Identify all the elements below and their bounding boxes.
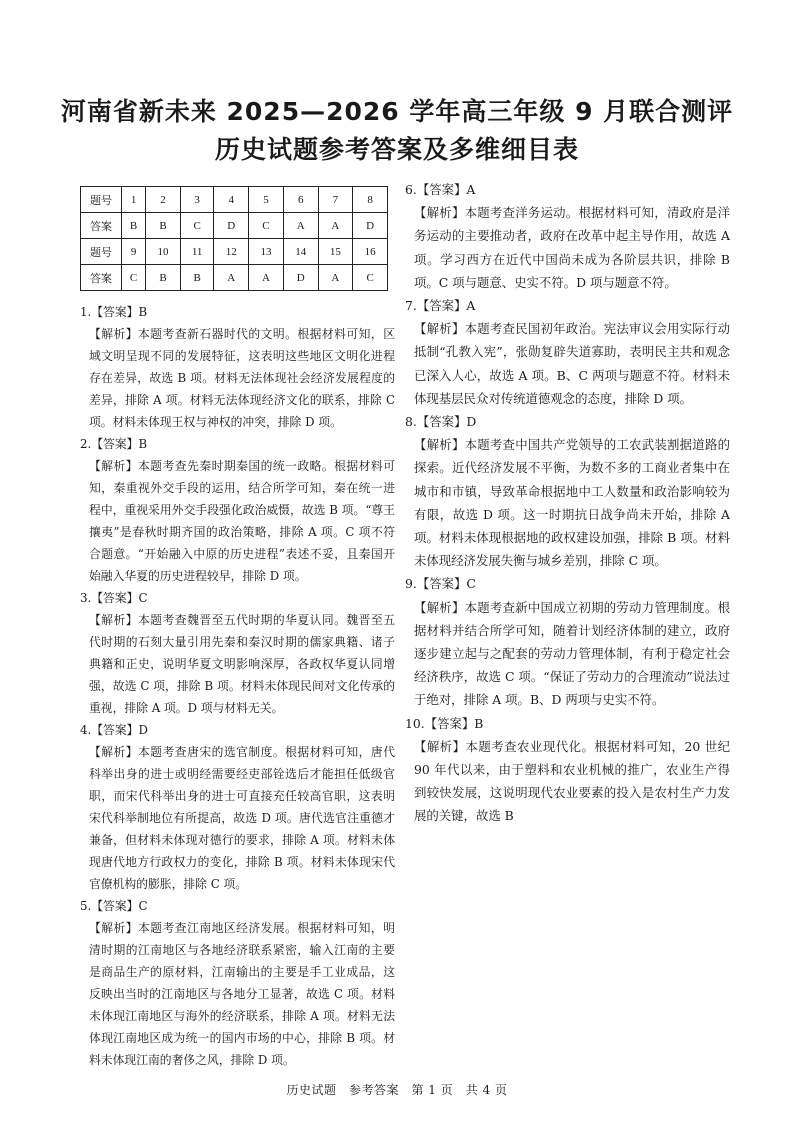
explanation: 【解析】本题考查新中国成立初期的劳动力管理制度。根据材料并结合所学可知，随着计划经济体制的建立，政府逐步建立起与之配套的劳动力管理体制，有利于稳定社会经济秩序，故选 C 项。“保证了劳动力的合理流动”说法过于绝对，排除 A 项。B、D 两项与史实不符。 [414, 599, 730, 708]
page-footer: 历史试题 参考答案 第 1 页 共 4 页 [286, 1083, 508, 1097]
explanation: 【解析】本题考查民国初年政治。宪法审议会用实际行动抵制“孔教入宪”，张勋复辟失道寡助，表明民主共和观念已深入人心，故选 A 项。B、C 两项与题意不符。材料未体现基层民众对传统道德观念的态度，排除 D 项。 [414, 321, 730, 406]
table-cell: 5 [249, 187, 284, 213]
table-cell: 10 [146, 239, 181, 265]
table-cell: 15 [318, 239, 353, 265]
table-cell: D [353, 213, 388, 239]
table-cell: A [318, 265, 353, 291]
table-cell: A [214, 265, 249, 291]
answer-key: 8.【答案】D [405, 414, 477, 430]
answer-key: 5.【答案】C [80, 899, 148, 913]
table-cell: B [122, 213, 146, 239]
table-cell: 2 [146, 187, 181, 213]
table-cell: C [180, 213, 214, 239]
table-cell: 3 [180, 187, 214, 213]
table-cell: B [146, 213, 181, 239]
table-row [81, 187, 388, 213]
explanation: 【解析】本题考查中国共产党领导的工农武装割据道路的探索。近代经济发展不平衡，为数不多的工商业者集中在城市和市镇，导致革命根据地中工人数量和政治影响较为有限，故选 D 项。这一时期抗日战争尚未开始，排除 A 项。材料未体现根据地的政权建设加强，排除 B 项。材料未体现经济发展失衡与城乡差别，排除 C 项。 [414, 437, 730, 569]
explanation: 【解析】本题考查先秦时期秦国的统一政略。根据材料可知，秦重视外交手段的运用，结合所学可知，秦在统一进程中，重视采用外交手段强化政治威慑，故选 B 项。“尊王攘夷”是春秋时期齐国的政治策略，排除 A 项。C 项不符合题意。“开始融入中原的历史进程”表述不妥，且秦国开始融入华夏的历史进程较早，排除 D 项。 [89, 459, 395, 583]
explanation: 【解析】本题考查江南地区经济发展。根据材料可知，明清时期的江南地区与各地经济联系紧密，输入江南的主要是商品生产的原材料，江南输出的主要是手工业成品，这反映出当时的江南地区与各地分工显著，故选 C 项。材料未体现江南地区与海外的经济联系，排除 A 项。材料无法体现江南地区成为统一的国内市场的中心，排除 B 项。材料未体现江南的奢侈之风，排除 D 项。 [89, 921, 395, 1067]
table-cell: A [283, 213, 318, 239]
row-header: 题号 [81, 239, 122, 265]
row-header: 答案 [81, 265, 122, 291]
table-cell: 12 [214, 239, 249, 265]
table-row [81, 239, 388, 265]
answer-key: 3.【答案】C [80, 591, 148, 605]
table-cell: B [146, 265, 181, 291]
table-cell: B [180, 265, 214, 291]
answer-key: 1.【答案】B [80, 305, 148, 319]
table-cell: 8 [353, 187, 388, 213]
document-subtitle: 历史试题参考答案及多维细目表 [214, 135, 579, 164]
table-cell: C [353, 265, 388, 291]
table-cell: D [214, 213, 249, 239]
explanation: 【解析】本题考查农业现代化。根据材料可知，20 世纪 90 年代以来，由于塑料和农业机械的推广，农业生产得到较快发展，这说明现代农业要素的投入是农村生产力发展的关键，故选 B [414, 738, 730, 824]
row-header: 答案 [81, 213, 122, 239]
left-column [80, 301, 395, 1071]
table-cell: 9 [122, 239, 146, 265]
answer-key: 2.【答案】B [80, 437, 148, 451]
table-cell: A [249, 265, 284, 291]
explanation: 【解析】本题考查洋务运动。根据材料可知，清政府是洋务运动的主要推动者，政府在改革中起主导作用，故选 A 项。学习西方在近代中国尚未成为各阶层共识，排除 B 项。C 项与题意、史实不符。D 项与题意不符。 [414, 205, 730, 290]
table-cell: 1 [122, 187, 146, 213]
table-cell: 14 [283, 239, 318, 265]
answer-table [80, 186, 388, 291]
row-header: 题号 [81, 187, 122, 213]
table-cell: 16 [353, 239, 388, 265]
table-cell: A [318, 213, 353, 239]
answer-key: 10.【答案】B [405, 715, 484, 731]
table-cell: C [249, 213, 284, 239]
table-cell: 4 [214, 187, 249, 213]
table-cell: C [122, 265, 146, 291]
document-title: 河南省新未来 2025—2026 学年高三年级 9 月联合测评 [60, 97, 734, 126]
explanation: 【解析】本题考查魏晋至五代时期的华夏认同。魏晋至五代时期的石刻大量引用先秦和秦汉时期的儒家典籍、诸子典籍和正史，说明华夏文明影响深厚，各政权华夏认同增强，故选 C 项，排除 B 项。材料未体现民间对文化传承的重视，排除 A 项。D 项与材料无关。 [89, 613, 395, 715]
answer-key: 9.【答案】C [405, 576, 476, 592]
table-cell: 11 [180, 239, 214, 265]
table-row [81, 213, 388, 239]
explanation: 【解析】本题考查唐宋的选官制度。根据材料可知，唐代科举出身的进士或明经需要经吏部铨选后才能担任低级官职，而宋代科举出身的进士可直接充任较高官职，这表明宋代科举制地位有所提高，故选 D 项。唐代选官注重德才兼备，但材料未体现对德行的要求，排除 A 项。材料未体现唐代地方行政权力的变化，排除 B 项。材料未体现宋代官僚机构的膨胀，排除 C 项。 [89, 745, 395, 891]
table-cell: 6 [283, 187, 318, 213]
table-cell: D [283, 265, 318, 291]
answer-key: 7.【答案】A [405, 298, 476, 314]
table-cell: 13 [249, 239, 284, 265]
answer-key: 6.【答案】A [405, 182, 476, 197]
table-cell: 7 [318, 187, 353, 213]
table-row [81, 265, 388, 291]
explanation: 【解析】本题考查新石器时代的文明。根据材料可知，区域文明呈现不同的发展特征，这表明这些地区文明化进程存在差异，故选 B 项。材料无法体现社会经济发展程度的差异，排除 A 项。材料无法体现经济文化的联系，排除 C 项。材料未体现王权与神权的冲突，排除 D 项。 [89, 327, 395, 429]
right-column [405, 178, 730, 828]
answer-key: 4.【答案】D [80, 723, 148, 737]
